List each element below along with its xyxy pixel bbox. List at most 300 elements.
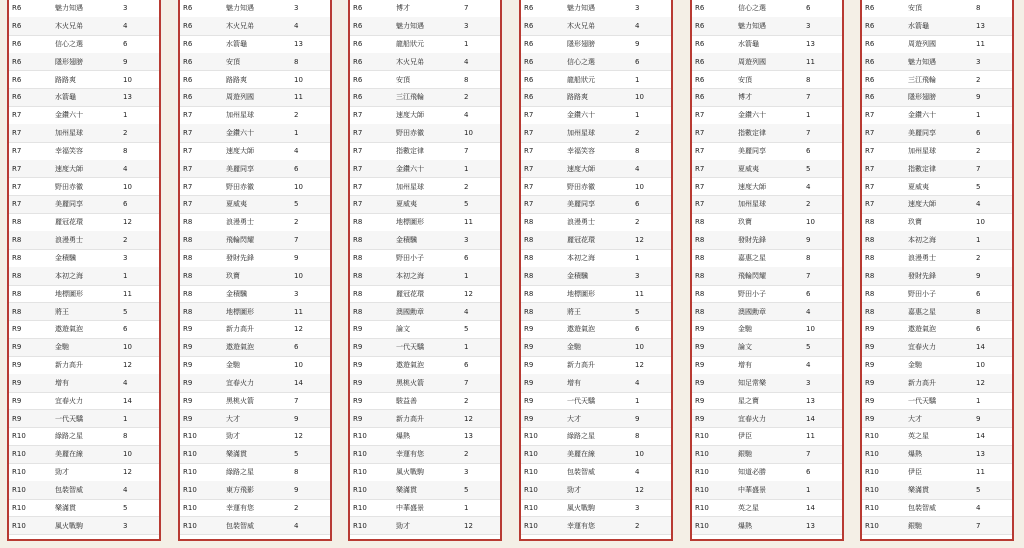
horse-name: 黑桃火箭 [226,396,254,405]
race-number: R10 [695,485,709,494]
horse-number: 9 [806,236,811,245]
horse-number: 1 [806,111,811,120]
horse-name: 銀馳 [738,450,752,459]
horse-number: 8 [123,432,128,441]
horse-name: 玖寶 [226,271,240,280]
horse-number: 5 [294,450,299,459]
horse-name: 幸運有您 [396,450,424,459]
horse-name: 速度大師 [226,146,254,155]
table-row [862,428,1012,446]
horse-name: 金積驥 [55,253,76,262]
horse-name: 指數定律 [396,146,424,155]
horse-number: 3 [806,378,811,387]
horse-number: 7 [976,521,981,530]
horse-name: 中華盛景 [396,503,424,512]
horse-number: 3 [123,253,128,262]
horse-number: 10 [976,361,985,370]
horse-name: 路路爽 [567,93,588,102]
table-row [862,249,1012,267]
horse-number: 6 [806,146,811,155]
race-number: R9 [12,396,22,405]
table-row [350,196,500,214]
horse-number: 3 [123,521,128,530]
table-row [9,89,159,107]
horse-name: 本初之海 [567,253,595,262]
horse-number: 6 [976,325,981,334]
horse-number: 3 [635,4,640,13]
horse-name: 美麗同享 [908,129,936,138]
horse-number: 6 [464,253,469,262]
horse-name: 遨遊氣泡 [226,343,254,352]
race-number: R8 [12,253,22,262]
race-number: R7 [695,164,705,173]
horse-name: 金鑽六十 [226,129,254,138]
race-number: R7 [695,182,705,191]
horse-name: 綠路之星 [567,432,595,441]
horse-number: 1 [635,396,640,405]
table-row [9,107,159,125]
horse-name: 爆熱 [908,450,922,459]
horse-name: 大才 [226,414,240,423]
horse-name: 金馳 [738,325,752,334]
horse-name: 樂滿貫 [226,450,247,459]
table-row [692,71,842,89]
race-number: R6 [865,39,875,48]
table-row [692,481,842,499]
horse-number: 9 [294,414,299,423]
horse-number: 2 [806,200,811,209]
horse-name: 安頂 [396,75,410,84]
horse-number: 11 [806,57,815,66]
table-row [862,231,1012,249]
table-row [521,142,671,160]
race-number: R10 [183,450,197,459]
horse-name: 金鑽六十 [396,164,424,173]
table-row [862,124,1012,142]
race-number: R8 [183,236,193,245]
horse-name: 魅力知遇 [226,4,254,13]
race-number: R9 [524,325,534,334]
table-row [692,374,842,392]
table-row [350,178,500,196]
horse-name: 遨遊氣泡 [55,325,83,334]
race-number: R8 [183,218,193,227]
table-row [692,107,842,125]
table-row [521,35,671,53]
race-number: R7 [12,146,22,155]
table-row [862,53,1012,71]
table-row [180,410,330,428]
horse-name: 水箭龜 [908,22,929,31]
horse-number: 3 [294,4,299,13]
horse-name: 麗冠花環 [55,218,83,227]
table-row [350,71,500,89]
table-row [180,446,330,464]
horse-number: 2 [635,521,640,530]
table-row [862,463,1012,481]
horse-name: 周遊列國 [908,39,936,48]
horse-name: 加州星球 [396,182,424,191]
horse-name: 美麗同享 [567,200,595,209]
horse-name: 知道必勝 [738,468,766,477]
race-number: R10 [865,450,879,459]
table-row [692,249,842,267]
race-number: R8 [865,253,875,262]
horse-number: 6 [635,325,640,334]
horse-name: 駿益善 [396,396,417,405]
horse-name: 幸福笑容 [55,146,83,155]
horse-name: 勁才 [567,485,581,494]
table-row [862,17,1012,35]
horse-number: 2 [976,146,981,155]
race-number: R7 [12,200,22,209]
horse-number: 1 [635,111,640,120]
horse-name: 新力高升 [908,378,936,387]
table-row [521,17,671,35]
table-row [862,178,1012,196]
race-number: R7 [12,164,22,173]
horse-number: 6 [294,164,299,173]
table-row [862,196,1012,214]
horse-name: 幸福笑容 [567,146,595,155]
race-number: R10 [695,521,709,530]
race-number: R6 [183,22,193,31]
horse-number: 6 [635,57,640,66]
race-number: R9 [12,343,22,352]
table-row [9,231,159,249]
horse-number: 6 [976,129,981,138]
race-number: R8 [353,289,363,298]
race-number: R10 [183,485,197,494]
race-number: R6 [12,75,22,84]
table-row [180,214,330,232]
table-row [350,410,500,428]
table-row [9,267,159,285]
table-row [862,517,1012,535]
horse-name: 東方飛影 [226,485,254,494]
table-row [350,446,500,464]
race-number: R7 [183,146,193,155]
table-row [180,35,330,53]
horse-number: 8 [294,468,299,477]
horse-number: 3 [976,57,981,66]
race-number: R6 [695,4,705,13]
horse-name: 加州星球 [226,111,254,120]
horse-number: 11 [976,468,985,477]
table-row [521,53,671,71]
table-row [521,446,671,464]
race-number: R6 [353,22,363,31]
selection-table-4 [519,0,673,541]
horse-number: 12 [294,432,303,441]
table-row [692,446,842,464]
race-number: R10 [524,485,538,494]
horse-name: 指數定律 [908,164,936,173]
horse-name: 大才 [908,414,922,423]
horse-number: 13 [464,432,473,441]
table-row [521,124,671,142]
horse-name: 夏威夷 [226,200,247,209]
race-number: R10 [353,521,367,530]
race-number: R9 [524,361,534,370]
table-row [521,0,671,18]
table-row [521,463,671,481]
horse-number: 4 [806,361,811,370]
table-row [9,160,159,178]
table-row [692,17,842,35]
race-number: R6 [353,39,363,48]
horse-number: 1 [464,343,469,352]
race-number: R10 [695,432,709,441]
horse-number: 4 [123,378,128,387]
horse-name: 速度大師 [738,182,766,191]
horse-name: 本初之海 [55,271,83,280]
race-number: R9 [695,378,705,387]
table-row [180,285,330,303]
selection-table-1 [7,0,161,541]
horse-number: 10 [464,129,473,138]
horse-number: 11 [464,218,473,227]
horse-number: 1 [635,253,640,262]
race-number: R10 [695,450,709,459]
horse-name: 周遊列國 [226,93,254,102]
race-number: R7 [183,129,193,138]
horse-number: 4 [806,182,811,191]
horse-number: 5 [123,307,128,316]
horse-name: 新力高升 [55,361,83,370]
horse-number: 1 [464,503,469,512]
race-number: R6 [183,4,193,13]
table-row [862,160,1012,178]
table-row [692,410,842,428]
table-row [350,124,500,142]
horse-name: 浪漫勇士 [908,253,936,262]
horse-number: 11 [294,307,303,316]
horse-name: 木火兄弟 [55,22,83,31]
horse-number: 10 [294,75,303,84]
horse-number: 10 [294,361,303,370]
race-number: R7 [524,200,534,209]
horse-number: 4 [294,22,299,31]
race-number: R7 [865,164,875,173]
table-row [521,231,671,249]
horse-number: 10 [976,218,985,227]
table-row [692,196,842,214]
race-number: R9 [12,325,22,334]
horse-number: 6 [806,289,811,298]
table-row [521,499,671,517]
table-row [180,0,330,18]
race-number: R8 [865,271,875,280]
horse-name: 野田小子 [396,253,424,262]
race-number: R10 [865,432,879,441]
horse-number: 10 [635,93,644,102]
table-row [9,285,159,303]
horse-name: 加州星球 [908,146,936,155]
horse-number: 1 [123,414,128,423]
horse-number: 2 [123,236,128,245]
table-row [350,303,500,321]
horse-number: 8 [635,432,640,441]
horse-number: 2 [294,218,299,227]
horse-name: 英之星 [738,503,759,512]
race-number: R8 [12,236,22,245]
race-number: R9 [695,396,705,405]
race-number: R9 [353,414,363,423]
table-row [862,392,1012,410]
table-row [9,178,159,196]
horse-name: 知足常樂 [738,378,766,387]
race-number: R6 [183,39,193,48]
table-row [692,339,842,357]
table-row [350,285,500,303]
horse-name: 遨遊氣泡 [396,361,424,370]
horse-number: 7 [464,378,469,387]
table-row [350,356,500,374]
race-number: R7 [524,146,534,155]
horse-name: 地標圖形 [567,289,595,298]
horse-number: 14 [123,396,132,405]
table-row [350,321,500,339]
horse-number: 1 [464,39,469,48]
table-row [9,446,159,464]
horse-name: 周遊列國 [738,57,766,66]
horse-number: 3 [464,236,469,245]
horse-name: 幸運有您 [567,521,595,530]
horse-name: 隱形翅膀 [908,93,936,102]
table-row [180,267,330,285]
horse-name: 金馳 [226,361,240,370]
table-row [9,124,159,142]
table-row [180,321,330,339]
horse-number: 12 [635,236,644,245]
horse-number: 3 [635,271,640,280]
horse-number: 12 [464,414,473,423]
table-row [9,392,159,410]
race-number: R7 [865,146,875,155]
horse-name: 金馳 [908,361,922,370]
horse-number: 13 [806,396,815,405]
horse-number: 10 [635,450,644,459]
race-number: R10 [12,432,26,441]
horse-name: 速度大師 [396,111,424,120]
race-number: R6 [695,93,705,102]
horse-number: 4 [123,22,128,31]
horse-number: 12 [123,218,132,227]
race-number: R9 [353,325,363,334]
horse-number: 2 [976,253,981,262]
horse-name: 論文 [738,343,752,352]
table-row [862,303,1012,321]
horse-name: 加州星球 [567,129,595,138]
race-number: R9 [353,378,363,387]
race-number: R9 [183,325,193,334]
horse-name: 勁才 [226,432,240,441]
horse-number: 10 [635,343,644,352]
table-row [350,517,500,535]
horse-name: 玖寶 [908,218,922,227]
race-number: R7 [183,164,193,173]
table-row [180,428,330,446]
horse-number: 10 [123,182,132,191]
table-row [180,178,330,196]
race-number: R7 [695,146,705,155]
table-row [9,428,159,446]
table-row [862,446,1012,464]
horse-number: 5 [464,485,469,494]
table-row [350,231,500,249]
table-row [521,160,671,178]
horse-name: 野田赤徽 [55,182,83,191]
race-number: R9 [353,361,363,370]
horse-number: 9 [294,485,299,494]
table-row [180,53,330,71]
table-row [521,428,671,446]
horse-name: 爆熱 [738,521,752,530]
horse-number: 4 [976,503,981,512]
table-row [350,142,500,160]
horse-name: 夏威夷 [908,182,929,191]
horse-name: 將王 [55,307,69,316]
horse-number: 5 [976,485,981,494]
table-row [180,356,330,374]
horse-name: 飛輪閃耀 [738,271,766,280]
table-row [350,374,500,392]
horse-name: 爆熱 [396,432,410,441]
horse-number: 9 [635,414,640,423]
table-row [521,178,671,196]
table-row [180,517,330,535]
table-row [350,428,500,446]
horse-number: 9 [635,39,640,48]
table-row [350,0,500,18]
horse-name: 一代天驕 [55,414,83,423]
horse-name: 金鑽六十 [55,111,83,120]
horse-number: 4 [123,485,128,494]
table-row [350,214,500,232]
race-number: R7 [12,111,22,120]
table-row [692,231,842,249]
horse-number: 4 [635,22,640,31]
horse-number: 1 [976,236,981,245]
horse-number: 2 [464,182,469,191]
horse-name: 黑桃火箭 [396,378,424,387]
race-number: R9 [865,378,875,387]
race-number: R8 [353,307,363,316]
horse-name: 飛輪閃耀 [226,236,254,245]
table-row [9,321,159,339]
horse-name: 伊臣 [908,468,922,477]
race-number: R6 [12,39,22,48]
table-row [9,142,159,160]
table-row [862,35,1012,53]
table-row [180,71,330,89]
table-row [692,356,842,374]
table-row [9,196,159,214]
table-row [180,124,330,142]
race-number: R8 [12,289,22,298]
horse-number: 4 [976,200,981,209]
race-number: R9 [695,325,705,334]
horse-number: 7 [464,4,469,13]
horse-number: 1 [976,111,981,120]
table-row [350,392,500,410]
table-row [862,374,1012,392]
horse-number: 12 [464,521,473,530]
race-number: R6 [353,75,363,84]
horse-name: 麗冠花環 [396,289,424,298]
horse-number: 2 [635,218,640,227]
